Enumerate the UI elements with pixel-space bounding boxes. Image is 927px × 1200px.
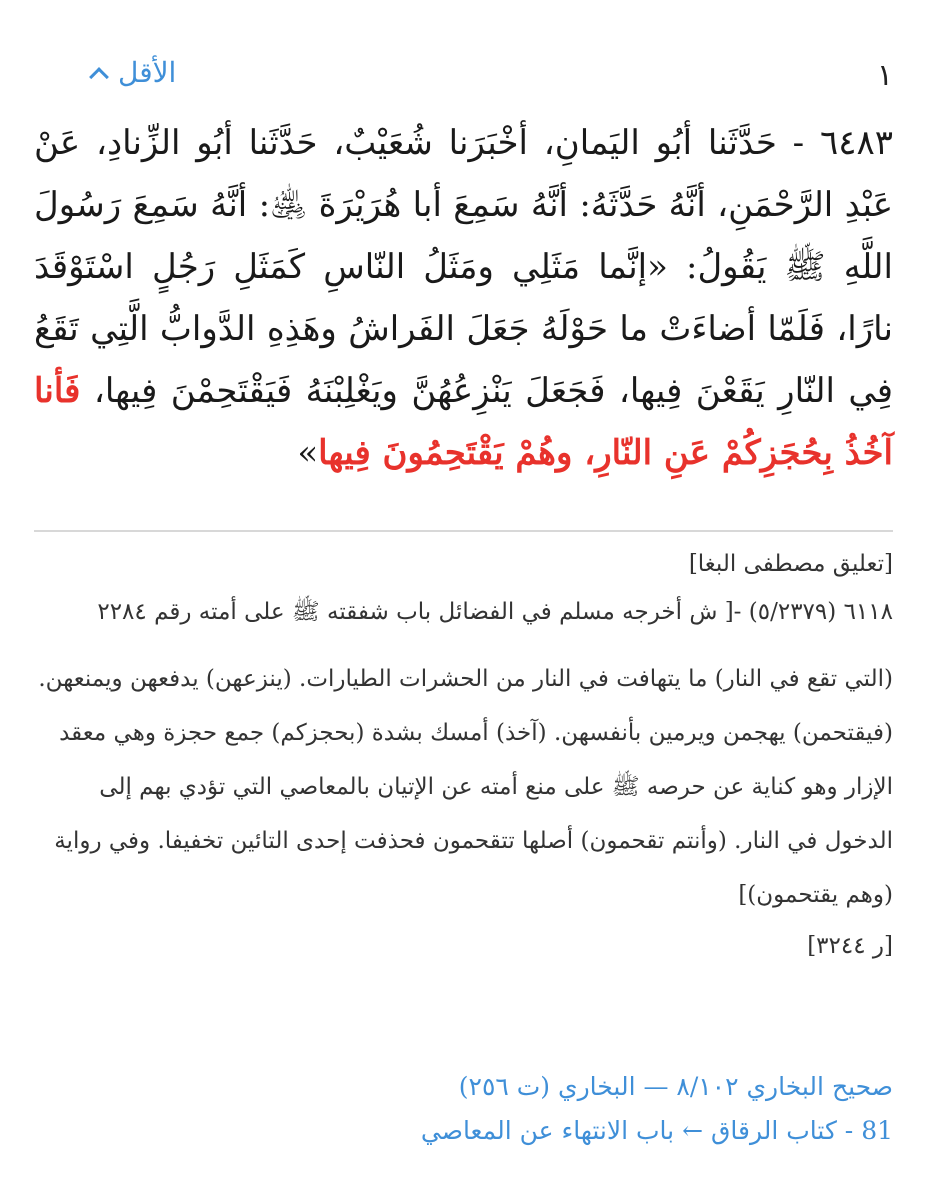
book-source-link[interactable]: صحيح البخاري ٨/١٠٢ — البخاري (ت ٢٥٦)	[458, 1072, 893, 1101]
hadith-closing: »	[297, 433, 319, 473]
chevron-up-icon	[89, 67, 109, 87]
commentary	[34, 540, 893, 970]
commentary-cross-reference: [ر ٣٢٤٤]	[807, 933, 893, 959]
chapter-link[interactable]: 81 - كتاب الرقاق ← باب الانتهاء عن المعاصي	[420, 1116, 893, 1145]
show-less-button[interactable]	[92, 56, 176, 89]
commentary-reference: ٦١١٨ (٥/٢٣٧٩) -[ ش أخرجه مسلم في الفضائل باب شفقته ﷺ على أمته رقم ٢٢٨٤	[97, 599, 893, 625]
divider	[34, 530, 893, 532]
hadith-text	[34, 112, 893, 484]
commentary-source-label: [تعليق مصطفى البغا]	[688, 551, 893, 577]
source-info	[34, 1065, 893, 1153]
hadith-main-text: ٦٤٨٣ - حَدَّثَنا أبُو اليَمانِ، أخْبَرَنا شُعَيْبٌ، حَدَّثَنا أبُو الزِّنادِ، عَنْ عَبْدِ الرَّحْمَنِ، أنَّهُ حَدَّثَهُ: أنَّهُ سَمِعَ أبا هُرَيْرَةَ ﵁: أنَّهُ سَمِعَ رَسُولَ اللَّهِ ﷺ يَقُولُ: «إنَّما مَثَلِي ومَثَلُ النّاسِ كَمَثَلِ رَجُلٍ اسْتَوْقَدَ نارًا، فَلَمّا أضاءَتْ ما حَوْلَهُ جَعَلَ الفَراشُ وهَذِهِ الدَّوابُّ الَّتِي تَقَعُ فِي النّارِ يَقَعْنَ فِيها، فَجَعَلَ يَنْزِعُهُنَّ ويَغْلِبْنَهُ فَيَقْتَحِمْنَ فِيها،	[34, 123, 893, 411]
show-less-label: الأقل	[118, 56, 177, 89]
commentary-explanation: (التي تقع في النار) ما يتهافت في النار من الحشرات الطيارات. (ينزعهن) يدفعهن ويمنعهن. (فيقتحمن) يهجمن ويرمين بأنفسهن. (آخذ) أمسك بشدة (بحجزكم) جمع حجزة وهي معقد الإزار وهو كناية عن حرصه ﷺ على منع أمته عن الإتيان بالمعاصي التي تؤدي بهم إلى الدخول في النار. (وأنتم تقحمون) أصلها تتقحمون فحذفت إحدى التائين تخفيفا. وفي رواية (وهم يقتحمون)]	[38, 666, 893, 908]
hadith-header	[34, 52, 893, 108]
result-number: ١	[876, 58, 893, 93]
hadith-highlight: فَأنا آخُذُ بِحُجَزِكُمْ عَنِ النّارِ، وهُمْ يَقْتَحِمُونَ فِيها	[34, 371, 893, 473]
